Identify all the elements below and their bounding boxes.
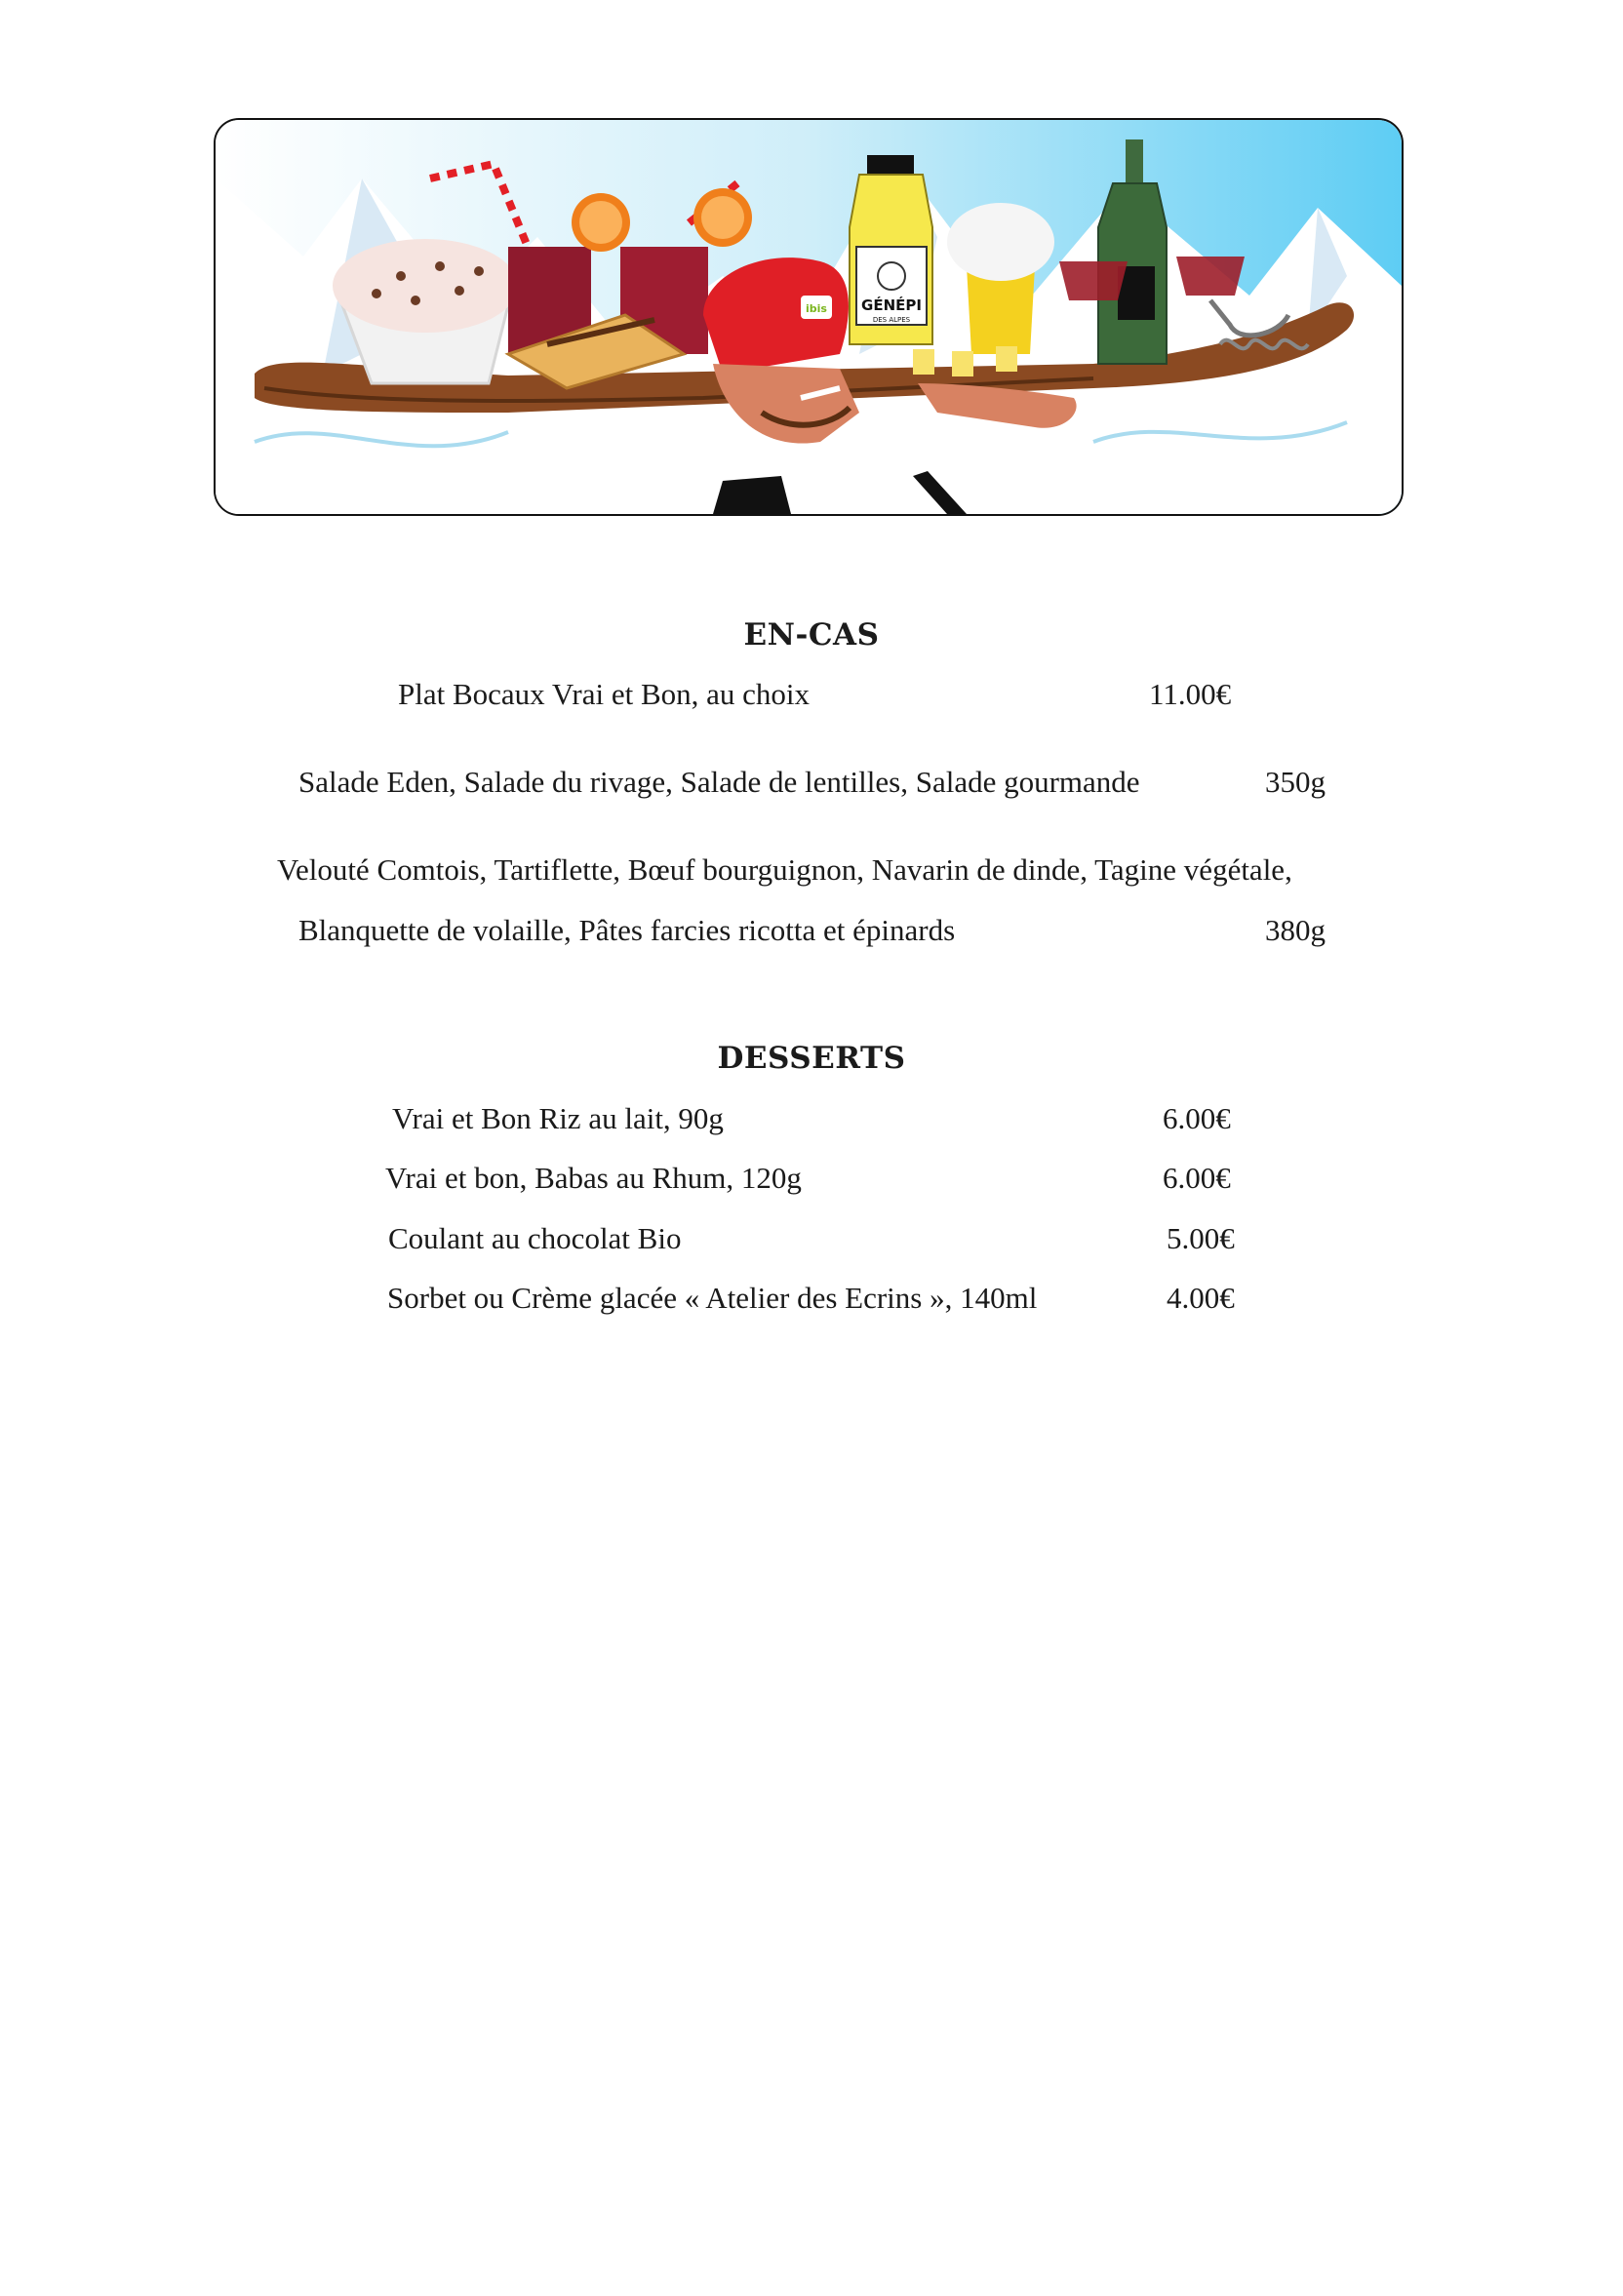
menu-item-text: Blanquette de volaille, Pâtes farcies ricotta et épinards — [298, 913, 956, 947]
dessert-item-text: Coulant au chocolat Bio — [388, 1221, 682, 1255]
menu-item-text: Salade Eden, Salade du rivage, Salade de lentilles, Salade gourmande — [298, 765, 1140, 799]
bottle-label: GÉNÉPI — [861, 297, 922, 314]
dessert-item-price: 5.00€ — [1167, 1221, 1235, 1255]
banner-illustration — [214, 118, 1404, 516]
dessert-item-price: 6.00€ — [1163, 1101, 1231, 1135]
dessert-item-text: Sorbet ou Crème glacée « Atelier des Ecrins », 140ml — [387, 1281, 1038, 1315]
bottle-sublabel: DES ALPES — [872, 316, 911, 324]
menu-item-weight: 380g — [1265, 913, 1326, 947]
dessert-item-text: Vrai et Bon Riz au lait, 90g — [392, 1101, 724, 1135]
hat-badge: ibis — [806, 302, 827, 315]
dessert-item-price: 6.00€ — [1163, 1161, 1231, 1195]
menu-item-text: Velouté Comtois, Tartiflette, Bœuf bourguignon, Navarin de dinde, Tagine végétale, — [277, 852, 1292, 887]
menu-item-text: Plat Bocaux Vrai et Bon, au choix — [398, 677, 811, 711]
dessert-item-text: Vrai et bon, Babas au Rhum, 120g — [385, 1161, 802, 1195]
dessert-item-price: 4.00€ — [1167, 1281, 1235, 1315]
menu-item-price: 11.00€ — [1149, 677, 1232, 711]
menu-item-weight: 350g — [1265, 765, 1326, 799]
section-title-encas: EN-CAS — [743, 617, 880, 653]
section-title-desserts: DESSERTS — [717, 1041, 906, 1076]
